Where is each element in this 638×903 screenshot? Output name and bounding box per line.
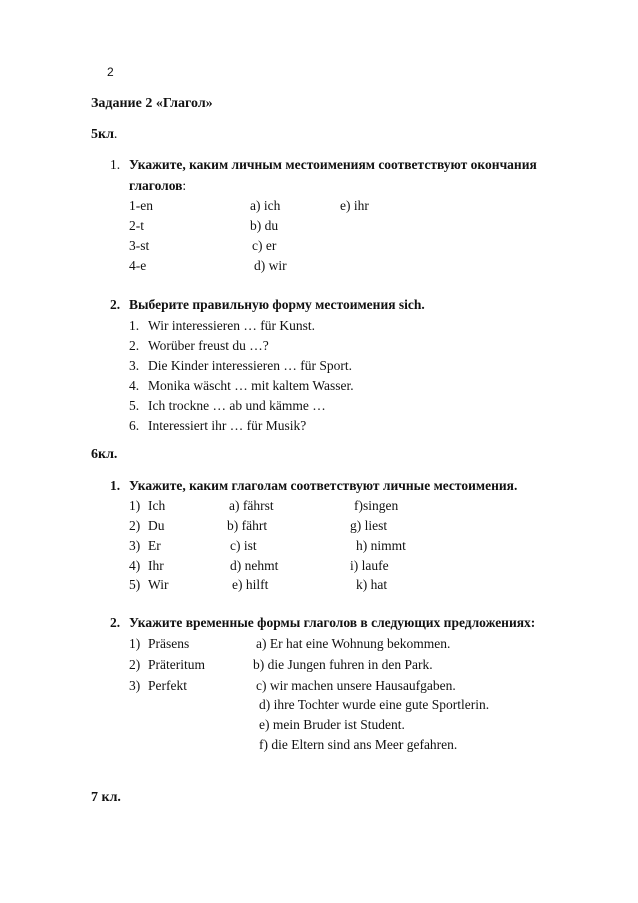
g6-q1-row4-b: d) nehmt — [230, 558, 279, 573]
g6-q2-text: Укажите временные формы глаголов в следующих предложениях: — [129, 615, 536, 630]
g6-q2-row1-num: 1) — [129, 636, 141, 651]
g5-q1-row2-b: b) du — [250, 218, 279, 233]
g5-q2-item2-num: 2. — [129, 338, 140, 353]
g5-q2-item1-num: 1. — [129, 318, 140, 333]
g6-q1-row5-num: 5) — [129, 577, 141, 592]
g6-q1-row5-c: k) hat — [356, 577, 388, 592]
g5-q2-item6-text: Interessiert ihr … für Musik? — [148, 418, 307, 433]
g5-q2-item1-text: Wir interessieren … für Kunst. — [148, 318, 316, 333]
g5-q2-number: 2. — [110, 297, 121, 312]
grade-5-label-dot: . — [113, 127, 118, 142]
g5-q1-row3-a: 3-st — [129, 238, 150, 253]
g6-q1-row2-c: g) liest — [350, 518, 388, 533]
g5-q1-row2-a: 2-t — [129, 218, 144, 233]
g6-q2-row3-a: Perfekt — [148, 678, 187, 693]
grade-7-label: 7 кл. — [91, 790, 121, 805]
g5-q1-text-line1: Укажите, каким личным местоимениям соответствуют окончания — [129, 157, 537, 172]
g5-q1-row4-a: 4-e — [129, 258, 147, 273]
g6-q1-row5-b: e) hilft — [232, 577, 269, 592]
g5-q1-text-line2 — [129, 178, 186, 194]
g5-q2-item5-num: 5. — [129, 398, 140, 413]
g6-q2-number: 2. — [110, 615, 121, 630]
g6-q1-row2-b: b) fährt — [227, 518, 268, 533]
g5-q2-item4-num: 4. — [129, 378, 140, 393]
g5-q1-text-line2-word: глаголов — [129, 178, 183, 193]
g5-q1-row4-b: d) wir — [254, 258, 287, 273]
g6-q1-row4-c: i) laufe — [350, 558, 389, 573]
g5-q2-item3-num: 3. — [129, 358, 140, 373]
g5-q1-text-line2-colon: : — [182, 178, 187, 193]
g5-q2-item3-text: Die Kinder interessieren … für Sport. — [148, 358, 352, 373]
grade-6-label: 6кл. — [91, 447, 118, 462]
g6-q2-row3-b: c) wir machen unsere Hausaufgaben. — [256, 678, 456, 693]
g5-q2-text: Выберите правильную форму местоимения sich. — [129, 297, 425, 312]
g6-q1-row1-num: 1) — [129, 498, 141, 513]
g6-q2-row1-a: Präsens — [148, 636, 190, 651]
g5-q2-item5-text: Ich trockne … ab und kämme … — [148, 398, 326, 413]
grade-5-label — [91, 127, 117, 143]
g6-q1-number: 1. — [110, 478, 121, 493]
g6-q1-row4-a: Ihr — [148, 558, 164, 573]
grade-5-label-text: 5кл — [91, 127, 114, 142]
g6-q1-text: Укажите, каким глаголам соответствуют личные местоимения. — [129, 478, 518, 493]
g6-q1-row2-a: Du — [148, 518, 165, 533]
g6-q1-row5-a: Wir — [148, 577, 169, 592]
g5-q1-number: 1. — [110, 157, 121, 172]
g6-q1-row1-c: f)singen — [354, 498, 399, 513]
g6-q2-extra-e: e) mein Bruder ist Student. — [259, 717, 405, 732]
g6-q1-row3-num: 3) — [129, 538, 141, 553]
g6-q2-row3-num: 3) — [129, 678, 141, 693]
g6-q2-row2-num: 2) — [129, 657, 141, 672]
g5-q1-row1-b: a) ich — [250, 198, 281, 213]
g6-q1-row3-c: h) nimmt — [356, 538, 406, 553]
g5-q2-item2-text: Worüber freust du …? — [148, 338, 269, 353]
g6-q1-row1-a: Ich — [148, 498, 166, 513]
g5-q2-item6-num: 6. — [129, 418, 140, 433]
g5-q1-row3-b: c) er — [252, 238, 277, 253]
g5-q1-row1-a: 1-en — [129, 198, 153, 213]
task-title: Задание 2 «Глагол» — [91, 96, 213, 111]
g6-q2-extra-d: d) ihre Tochter wurde eine gute Sportlerin. — [259, 697, 490, 712]
g6-q1-row4-num: 4) — [129, 558, 141, 573]
g6-q1-row2-num: 2) — [129, 518, 141, 533]
page-number: 2 — [107, 65, 114, 79]
g6-q1-row3-a: Er — [148, 538, 161, 553]
g5-q2-item4-text: Monika wäscht … mit kaltem Wasser. — [148, 378, 354, 393]
g6-q2-row2-b: b) die Jungen fuhren in den Park. — [253, 657, 433, 672]
g6-q1-row1-b: a) fährst — [229, 498, 274, 513]
g6-q2-row2-a: Präteritum — [148, 657, 205, 672]
g6-q2-extra-f: f) die Eltern sind ans Meer gefahren. — [259, 737, 458, 752]
g6-q2-row1-b: a) Er hat eine Wohnung bekommen. — [256, 636, 451, 651]
g6-q1-row3-b: c) ist — [230, 538, 257, 553]
g5-q1-row1-c: e) ihr — [340, 198, 369, 213]
